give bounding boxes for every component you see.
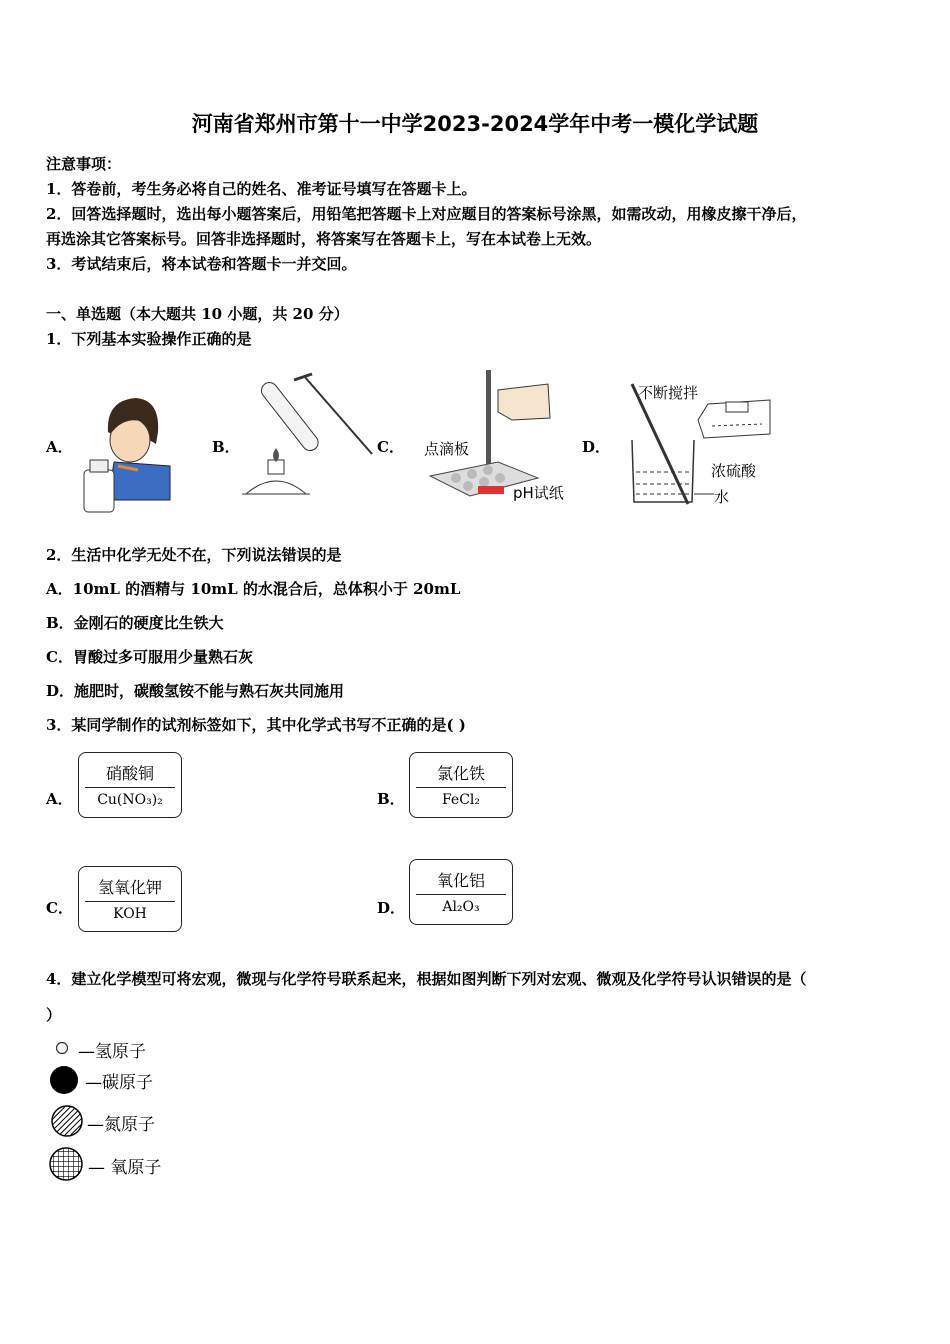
notice-item-1: 1．答卷前，考生务必将自己的姓名、准考证号填写在答题卡上。 <box>46 180 477 198</box>
reagent-formula-c: KOH <box>113 906 147 922</box>
reagent-name-c: 氢氧化钾 <box>97 878 162 897</box>
reagent-name-b: 氯化铁 <box>436 764 485 783</box>
reagent-formula-b: FeCl₂ <box>441 792 481 808</box>
section-heading: 一、单选题（本大题共 10 小题，共 20 分） <box>46 305 349 323</box>
oxygen-atom-icon <box>48 1146 84 1182</box>
q1-stem: 1．下列基本实验操作正确的是 <box>46 330 252 348</box>
reagent-label-c <box>78 866 182 932</box>
q1-option-d: D． <box>582 438 611 456</box>
notice-item-2a: 2．回答选择题时，选出每小题答案后，用铅笔把答题卡上对应题目的答案标号涂黑，如需改动，用橡皮擦干净后， <box>46 205 807 223</box>
smelling-illustration <box>78 392 174 514</box>
q4-stem: 4．建立化学模型可将宏观，微现与化学符号联系起来，根据如图判断下列对宏观、微观及化学符号认识错误的是（ <box>46 970 807 988</box>
reagent-label-d <box>409 859 513 925</box>
notice-item-3: 3．考试结束后，将本试卷和答题卡一并交回。 <box>46 255 357 273</box>
reagent-formula-d: Al₂O₃ <box>442 899 480 915</box>
reagent-name-a: 硝酸铜 <box>105 764 154 783</box>
q2-option-d: D．施肥时，碳酸氢铵不能与熟石灰共同施用 <box>46 682 345 700</box>
q3-option-d: D． <box>377 899 406 917</box>
stir-label: 不断搅拌 <box>638 384 699 402</box>
legend-carbon: —碳原子 <box>85 1073 153 1093</box>
q2-option-c: C．胃酸过多可服用少量熟石灰 <box>46 648 253 666</box>
q3-option-a: A． <box>46 790 73 808</box>
reagent-label-a <box>78 752 182 818</box>
q4-stem-end: ） <box>46 1006 62 1024</box>
q1-option-a: A． <box>46 438 73 456</box>
hydrogen-atom-icon <box>54 1040 70 1056</box>
q1-option-c: C． <box>377 438 404 456</box>
q1-option-b: B． <box>212 438 240 456</box>
ph-paper-label: pH试纸 <box>513 484 564 502</box>
q2-stem: 2．生活中化学无处不在，下列说法错误的是 <box>46 546 342 564</box>
legend-hydrogen: —氢原子 <box>78 1042 146 1062</box>
notice-heading: 注意事项： <box>46 155 122 173</box>
q3-option-b: B． <box>377 790 405 808</box>
nitrogen-atom-icon <box>50 1104 84 1138</box>
reagent-formula-a: Cu(NO₃)₂ <box>97 792 163 808</box>
reagent-name-d: 氧化铝 <box>436 871 485 890</box>
spot-plate-label: 点滴板 <box>424 440 470 458</box>
q3-option-c: C． <box>46 899 73 917</box>
reagent-label-b <box>409 752 513 818</box>
q2-option-b: B．金刚石的硬度比生铁大 <box>46 614 224 632</box>
sulfuric-acid-label: 浓硫酸 <box>711 462 757 480</box>
carbon-atom-icon <box>48 1064 80 1096</box>
legend-nitrogen: —氮原子 <box>87 1115 155 1135</box>
water-label: 水 <box>714 488 730 506</box>
test-tube-heating-illustration <box>236 368 376 508</box>
page-title: 河南省郑州市第十一中学2023-2024学年中考一模化学试题 <box>191 112 759 136</box>
q2-option-a: A．10mL 的酒精与 10mL 的水混合后，总体积小于 20mL <box>46 580 461 598</box>
notice-item-2b: 再选涂其它答案标号。回答非选择题时，将答案写在答题卡上，写在本试卷上无效。 <box>46 230 602 248</box>
legend-oxygen: — 氧原子 <box>88 1158 162 1178</box>
q3-stem: 3．某同学制作的试剂标签如下，其中化学式书写不正确的是( ) <box>46 716 466 734</box>
